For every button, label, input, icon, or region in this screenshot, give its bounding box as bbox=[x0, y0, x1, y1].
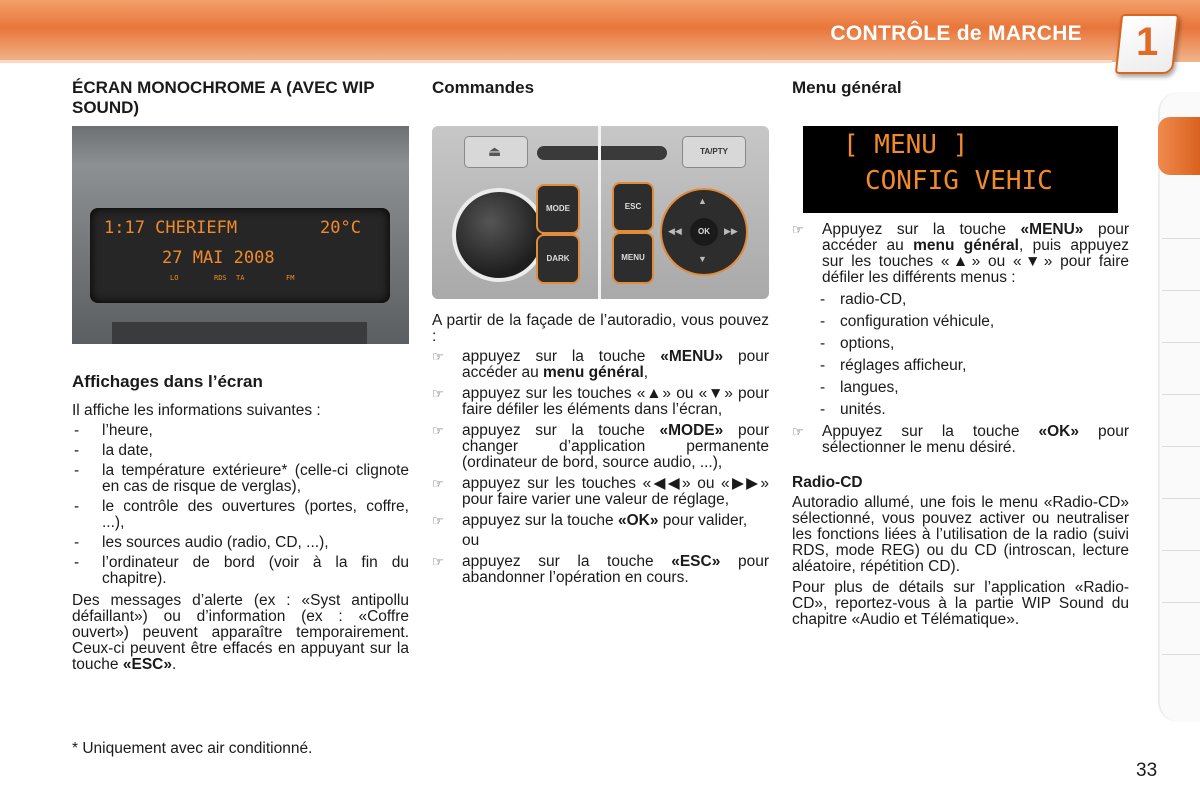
list-item: - le contrôle des ouvertures (portes, coffre, ...), bbox=[72, 499, 409, 531]
instruction-item bbox=[432, 423, 769, 471]
pointing-hand-icon: ☞ bbox=[432, 554, 444, 569]
radio-controls-photo bbox=[432, 126, 769, 299]
pointing-hand-icon: ☞ bbox=[792, 222, 804, 237]
paragraph: Autoradio allumé, une fois le menu «Radio-CD» sélectionné, vous pouvez activer ou neutraliser les fonctions liées à l’utilisation de la radio (suivi RDS, mode REG) ou du CD (introscan, lecture aléatoire, répétition CD). bbox=[792, 494, 1129, 575]
lcd-indicator-ta: TA bbox=[236, 274, 245, 282]
dark-button: DARK bbox=[536, 234, 580, 284]
list-item: - les sources audio (radio, CD, ...), bbox=[72, 535, 409, 551]
lcd-config-line: CONFIG VEHIC bbox=[865, 166, 1053, 196]
header-stripe bbox=[0, 60, 1112, 63]
forward-icon: ▶▶ bbox=[724, 226, 738, 236]
or-text: ou bbox=[462, 532, 480, 549]
list-item: - langues, bbox=[792, 380, 1129, 396]
esc-button: ESC bbox=[612, 182, 654, 232]
section-heading: Commandes bbox=[432, 78, 535, 97]
lcd-time-station: 1:17 CHERIEFM bbox=[104, 218, 238, 238]
ok-key: «OK» bbox=[1038, 423, 1079, 440]
chapter-badge bbox=[1115, 14, 1179, 74]
tab-divider bbox=[1162, 446, 1200, 447]
instruction-item bbox=[432, 349, 769, 381]
mode-key: «MODE» bbox=[659, 422, 724, 439]
column-menu bbox=[792, 78, 1129, 98]
tab-divider bbox=[1162, 498, 1200, 499]
menu-key: «MENU» bbox=[660, 348, 724, 365]
instruction-text: , puis appuyez sur les touches «▲» ou «▼» pour faire défiler les différents menus : bbox=[822, 237, 1130, 286]
ta-pty-button: TA/PTY bbox=[682, 136, 746, 168]
tab-divider bbox=[1162, 602, 1200, 603]
mode-button: MODE bbox=[536, 184, 580, 234]
menu-text bbox=[792, 222, 1129, 628]
display-lower-panel bbox=[112, 322, 367, 344]
tab-divider bbox=[1162, 654, 1200, 655]
section-heading: ÉCRAN MONOCHROME A (AVEC WIP SOUND) bbox=[72, 78, 375, 117]
list-item: - radio-CD, bbox=[792, 292, 1129, 308]
instruction-item bbox=[432, 554, 769, 586]
tab-divider bbox=[1162, 550, 1200, 551]
instruction-item bbox=[792, 222, 1129, 286]
pointing-hand-icon: ☞ bbox=[432, 349, 444, 364]
rewind-icon: ◀◀ bbox=[668, 226, 682, 236]
ok-button: OK bbox=[690, 218, 718, 246]
cd-slot bbox=[537, 146, 667, 160]
list-item: - réglages afficheur, bbox=[792, 358, 1129, 374]
pointing-hand-icon: ☞ bbox=[432, 476, 444, 491]
pointing-hand-icon: ☞ bbox=[432, 386, 444, 401]
column-controls bbox=[432, 78, 769, 98]
pointing-hand-icon: ☞ bbox=[792, 424, 804, 439]
page-number: 33 bbox=[1136, 760, 1158, 781]
pointing-hand-icon: ☞ bbox=[432, 513, 444, 528]
alert-paragraph: Des messages d’alerte (ex : «Syst antipollu défaillant») ou d’information (ex : «Coffre ouvert») peuvent apparaître temporairement. Ceux-ci peuvent être effacés en appuyant sur la touche «ESC». bbox=[72, 592, 409, 673]
chapter-number: 1 bbox=[1136, 20, 1159, 64]
lcd-temperature: 20°C bbox=[320, 218, 361, 238]
paragraph: Il affiche les informations suivantes : bbox=[72, 402, 321, 419]
instruction-item bbox=[432, 386, 769, 418]
list-item: - configuration véhicule, bbox=[792, 314, 1129, 330]
instruction-text: , bbox=[643, 364, 649, 381]
chapter-tab-active[interactable] bbox=[1158, 117, 1200, 175]
instruction-text: pour sélectionner le menu désiré. bbox=[822, 423, 1129, 456]
list-item: - la température extérieure* (celle-ci clignote en cas de risque de verglas), bbox=[72, 463, 409, 495]
display-info-section bbox=[72, 372, 409, 673]
navigation-pad bbox=[660, 188, 748, 276]
esc-key: «ESC» bbox=[671, 553, 721, 570]
tab-divider bbox=[1162, 290, 1200, 291]
instruction-text: appuyez sur la touche bbox=[462, 422, 660, 439]
list-item: - la date, bbox=[72, 443, 409, 459]
down-arrow-icon: ▼ bbox=[698, 254, 707, 264]
ok-key: «OK» bbox=[617, 512, 659, 529]
lcd-date: 27 MAI 2008 bbox=[162, 248, 275, 268]
instruction-text: appuyez sur la touche bbox=[462, 553, 672, 570]
instruction-text: appuyez sur la touche bbox=[462, 512, 618, 529]
instruction-text: pour accéder au bbox=[822, 221, 1129, 254]
menu-key: «MENU» bbox=[1020, 221, 1084, 238]
instruction-text: appuyez sur les touches «▲» ou «▼» pour faire défiler les éléments dans l’écran, bbox=[462, 385, 769, 418]
eject-button bbox=[464, 136, 528, 168]
lcd-indicator-fm: FM bbox=[286, 274, 295, 282]
menu-lcd-display bbox=[803, 126, 1118, 213]
image-divider bbox=[598, 126, 601, 299]
section-heading: Menu général bbox=[792, 78, 902, 97]
tab-divider bbox=[1162, 394, 1200, 395]
radio-cd-heading: Radio-CD bbox=[792, 474, 863, 491]
menu-general-term: menu général bbox=[913, 237, 1019, 254]
lcd-screen bbox=[90, 208, 390, 303]
lcd-indicator-rds: RDS bbox=[214, 274, 227, 282]
eject-icon: ⏏ bbox=[488, 143, 502, 159]
instruction-item bbox=[432, 513, 769, 529]
column-display bbox=[72, 78, 409, 118]
esc-key: «ESC» bbox=[122, 656, 172, 673]
paragraph: A partir de la façade de l’autoradio, vous pouvez : bbox=[432, 312, 769, 345]
list-item: - options, bbox=[792, 336, 1129, 352]
menu-general-term: menu général bbox=[543, 364, 644, 381]
menu-button: MENU bbox=[612, 232, 654, 284]
instruction-item bbox=[792, 424, 1129, 456]
alert-text: Des messages d’alerte (ex : «Syst antipollu défaillant») ou d’information (ex : «Coffre ouvert») peuvent apparaître temporairement. Ceux-ci peuvent être effacés en appuyant sur la touche bbox=[72, 592, 409, 673]
instruction-text: Appuyez sur la touche bbox=[822, 423, 1039, 440]
controls-text bbox=[432, 313, 769, 586]
instruction-text: appuyez sur les touches «◀◀» ou «▶▶» pour faire varier une valeur de réglage, bbox=[462, 475, 769, 508]
list-item: - unités. bbox=[792, 402, 1129, 418]
instruction-text: pour valider, bbox=[658, 512, 748, 529]
up-arrow-icon: ▲ bbox=[698, 196, 707, 206]
display-items-list bbox=[72, 423, 409, 587]
chapter-tab-rail bbox=[1158, 92, 1200, 722]
instruction-text: pour accéder au bbox=[462, 348, 769, 381]
volume-knob bbox=[452, 188, 546, 282]
monochrome-display-photo bbox=[72, 126, 409, 344]
instruction-text: pour abandonner l’opération en cours. bbox=[462, 553, 769, 586]
lcd-menu-line: [ MENU ] bbox=[843, 130, 969, 160]
tab-divider bbox=[1162, 342, 1200, 343]
list-item: - l’ordinateur de bord (voir à la fin du chapitre). bbox=[72, 555, 409, 587]
pointing-hand-icon: ☞ bbox=[432, 423, 444, 438]
menus-list bbox=[792, 292, 1129, 418]
instruction-text: pour changer d’application permanente (ordinateur de bord, source audio, ...), bbox=[462, 422, 769, 471]
list-item: - l’heure, bbox=[72, 423, 409, 439]
instruction-item bbox=[432, 476, 769, 508]
sub-heading: Affichages dans l’écran bbox=[72, 372, 263, 391]
footnote: * Uniquement avec air conditionné. bbox=[72, 740, 313, 757]
lcd-indicator-lo: LO bbox=[170, 274, 179, 282]
tab-divider bbox=[1162, 238, 1200, 239]
page-title: CONTRÔLE de MARCHE bbox=[830, 22, 1082, 45]
instruction-text: appuyez sur la touche bbox=[462, 348, 661, 365]
instruction-text: Appuyez sur la touche bbox=[822, 221, 1021, 238]
paragraph: Pour plus de détails sur l’application «Radio-CD», reportez-vous à la partie WIP Sound du chapitre «Audio et Télématique». bbox=[792, 579, 1129, 628]
